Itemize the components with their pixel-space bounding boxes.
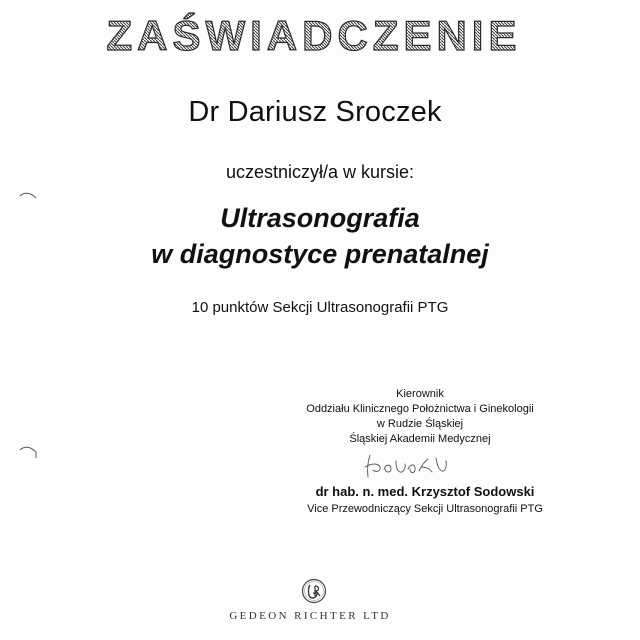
scan-margin-mark	[18, 440, 38, 464]
signatory-affiliation	[275, 387, 565, 447]
recipient-name: Dr Dariusz Sroczek	[188, 96, 442, 128]
sponsor-name: GEDEON RICHTER LTD	[229, 610, 391, 622]
course-title	[0, 200, 640, 272]
signatory-department: Oddziału Klinicznego Położnictwa i Ginekologii	[306, 403, 534, 415]
signatory-location: w Rudzie Śląskiej	[376, 418, 464, 430]
signatory-academy: Śląskiej Akademii Medycznej	[349, 433, 491, 445]
gedeon-richter-logo-icon	[301, 578, 327, 604]
points-text: 10 punktów Sekcji Ultrasonografii PTG	[191, 299, 449, 316]
signatory-role: Vice Przewodniczący Sekcji Ultrasonografii PTG	[307, 503, 543, 515]
certificate-title-text: ZAŚWIADCZENIE	[106, 12, 522, 59]
handwritten-signature	[356, 449, 456, 483]
signatory-position: Kierownik	[396, 388, 444, 400]
signatory-name: dr hab. n. med. Krzysztof Sodowski	[315, 484, 535, 499]
participation-text: uczestniczył/a w kursie:	[225, 162, 415, 182]
scan-margin-mark	[18, 186, 38, 210]
course-title-line-1: Ultrasonografia	[220, 203, 420, 233]
course-title-line-2: w diagnostyce prenatalnej	[151, 239, 489, 269]
certificate-title	[0, 4, 640, 62]
